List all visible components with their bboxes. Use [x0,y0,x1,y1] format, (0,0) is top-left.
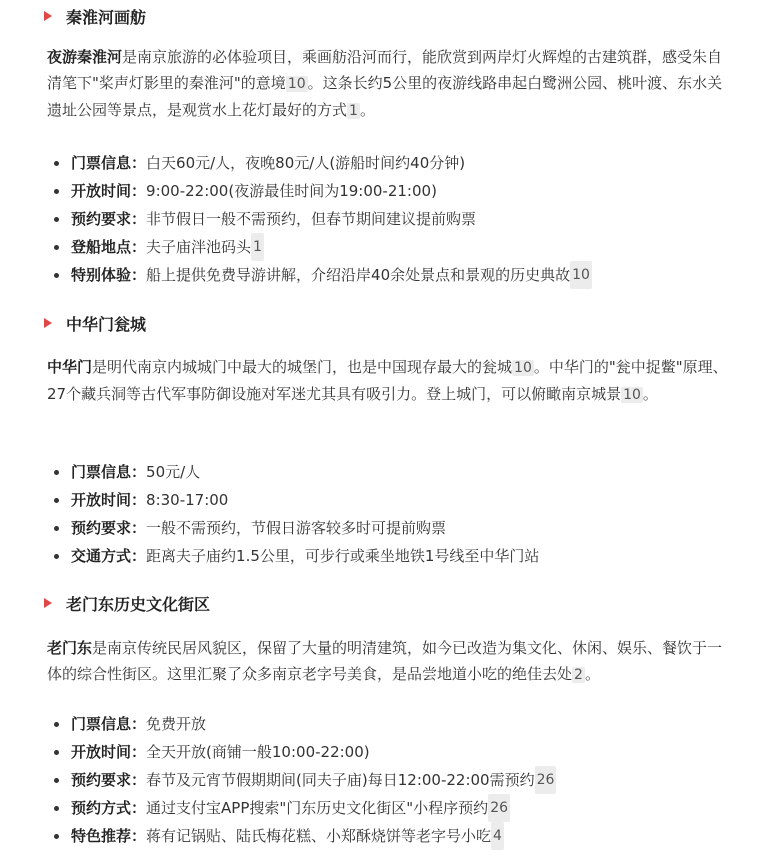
item-value: 距离夫子庙约1.5公里，可步行或乘坐地铁1号线至中华门站 [146,547,540,565]
section-title [44,312,146,334]
list-item: 预约方式 ： 通过支付宝APP搜索"门东历史文化街区"小程序预约 26 [50,794,750,822]
list-item: 门票信息 ： 免费开放 [50,710,750,738]
item-label: 特色推荐 [71,827,132,845]
paragraph-text: 是南京旅游的必体验项目，乘画舫沿河而行，能欣赏到两岸灯火辉煌的古建筑群，感受朱自清笔下"桨声灯影里的秦淮河"的意境 [47,48,723,92]
paragraph-text: 。 [359,101,375,119]
item-label: 预约方式 [71,799,132,817]
bullet-dot-icon [54,554,59,559]
citation-ref[interactable]: 1 [349,103,358,119]
item-label: 开放时间 [71,491,132,509]
citation-ref[interactable]: 2 [574,667,583,683]
section-title [44,592,210,614]
section-title-text: 秦淮河画舫 [66,7,147,27]
citation-ref[interactable]: 26 [535,766,557,794]
item-value: 白天60元/人，夜晚80元/人(游船时间约40分钟) [146,154,466,172]
item-value: 50元/人 [146,463,201,481]
citation-ref[interactable]: 4 [491,822,504,850]
bullet-dot-icon [54,526,59,531]
list-item: 特色推荐 ： 蒋有记锅贴、陆氏梅花糕、小郑酥烧饼等老字号小吃 4 [50,822,750,850]
item-label: 开放时间 [71,743,132,761]
list-item: 开放时间 ： 9:00-22:00(夜游最佳时间为19:00-21:00) [50,177,750,205]
item-value: 蒋有记锅贴、陆氏梅花糕、小郑酥烧饼等老字号小吃 [146,827,492,845]
section-title-text: 老门东历史文化街区 [66,594,211,614]
bullet-dot-icon [54,161,59,166]
bullet-dot-icon [54,470,59,475]
item-label: 特别体验 [71,266,132,284]
section-title [44,5,146,27]
section-title-text: 中华门瓮城 [66,314,147,334]
paragraph-text: 。 [584,665,600,683]
item-value: 一般不需预约，节假日游客较多时可提前购票 [146,519,447,537]
item-value: 通过支付宝APP搜索"门东历史文化街区"小程序预约 [146,799,489,817]
list-item: 特别体验 ： 船上提供免费导游讲解，介绍沿岸40余处景点和景观的历史典故 10 [50,261,750,289]
bullet-dot-icon [54,273,59,278]
citation-ref[interactable]: 10 [514,360,532,376]
item-label: 开放时间 [71,182,132,200]
paragraph-text: 。中华门的"瓮中捉鳖"原理、27个藏兵洞等古代军事防御设施对军迷尤其具有吸引力。登上城门，可以俯瞰南京城景 [47,358,728,403]
paragraph-lead: 夜游秦淮河 [47,48,123,66]
item-value: 8:30-17:00 [146,491,229,509]
bullet-dot-icon [54,806,59,811]
item-value: 9:00-22:00(夜游最佳时间为19:00-21:00) [146,182,437,200]
list-item: 登船地点 ： 夫子庙泮池码头 1 [50,233,750,261]
section-paragraph [47,354,737,408]
item-value: 免费开放 [146,715,207,733]
citation-ref[interactable]: 10 [570,261,592,289]
bullet-dot-icon [54,834,59,839]
item-value: 非节假日一般不需预约，但春节期间建议提前购票 [146,210,477,228]
bullet-dot-icon [54,189,59,194]
triangle-bullet-icon [44,598,52,608]
paragraph-text: 。这条长约5公里的夜游线路串起白鹭洲公园、桃叶渡、东水关遗址公园等景点，是观赏水上花灯最好的方式 [47,74,723,119]
bullet-dot-icon [54,750,59,755]
paragraph-text: 是南京传统民居风貌区，保留了大量的明清建筑，如今已改造为集文化、休闲、娱乐、餐饮于一体的综合性街区。这里汇聚了众多南京老字号美食，是品尝地道小吃的绝佳去处 [47,639,723,683]
item-label: 交通方式 [71,547,132,565]
triangle-bullet-icon [44,318,52,328]
list-item: 预约要求 ： 非节假日一般不需预约，但春节期间建议提前购票 [50,205,750,233]
item-value: 全天开放(商铺一般10:00-22:00) [146,743,370,761]
list-item: 开放时间 ： 全天开放(商铺一般10:00-22:00) [50,738,750,766]
paragraph-text: 是明代南京内城城门中最大的城堡门，也是中国现存最大的瓮城 [92,358,513,376]
list-item: 交通方式 ： 距离夫子庙约1.5公里，可步行或乘坐地铁1号线至中华门站 [50,542,750,570]
item-label: 门票信息 [71,463,132,481]
item-label: 预约要求 [71,210,132,228]
section-paragraph [47,635,737,688]
bullet-dot-icon [54,498,59,503]
paragraph-lead: 中华门 [47,358,93,376]
list-item: 门票信息 ： 白天60元/人，夜晚80元/人(游船时间约40分钟) [50,149,750,177]
list-item: 预约要求 ： 一般不需预约，节假日游客较多时可提前购票 [50,514,750,542]
bullet-dot-icon [54,245,59,250]
info-list [50,149,750,289]
item-value: 船上提供免费导游讲解，介绍沿岸40余处景点和景观的历史典故 [146,266,571,284]
list-item: 开放时间 ： 8:30-17:00 [50,486,750,514]
citation-ref[interactable]: 26 [488,794,510,822]
item-label: 登船地点 [71,238,132,256]
info-list [50,710,750,850]
item-value: 春节及元宵节假期期间(同夫子庙)每日12:00-22:00需预约 [146,771,535,789]
paragraph-text: 。 [642,385,658,403]
citation-ref[interactable]: 10 [287,76,306,92]
item-label: 门票信息 [71,715,132,733]
item-label: 门票信息 [71,154,132,172]
list-item: 门票信息 ： 50元/人 [50,458,750,486]
citation-ref[interactable]: 1 [251,233,264,261]
bullet-dot-icon [54,778,59,783]
info-list [50,458,750,570]
section-paragraph [47,44,737,124]
bullet-dot-icon [54,722,59,727]
item-value: 夫子庙泮池码头 [146,238,252,256]
paragraph-lead: 老门东 [47,639,93,657]
item-label: 预约要求 [71,519,132,537]
triangle-bullet-icon [44,11,52,21]
item-label: 预约要求 [71,771,132,789]
citation-ref[interactable]: 10 [623,387,641,403]
bullet-dot-icon [54,217,59,222]
list-item: 预约要求 ： 春节及元宵节假期期间(同夫子庙)每日12:00-22:00需预约 26 [50,766,750,794]
